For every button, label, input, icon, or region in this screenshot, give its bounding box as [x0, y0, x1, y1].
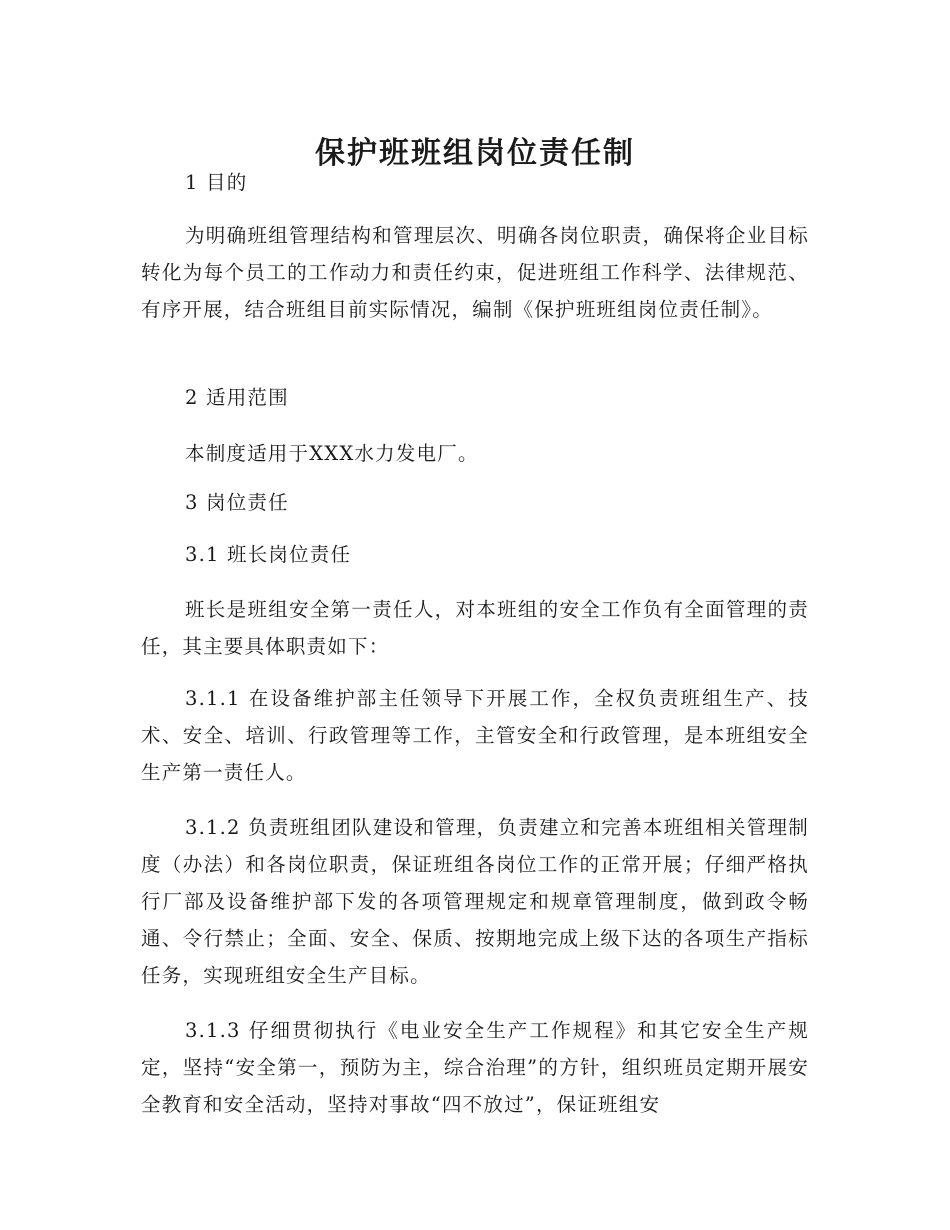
paragraph-scope: 本制度适用于XXX水力发电厂。: [185, 442, 479, 465]
paragraph-3-1-2: 3.1.2 负责班组团队建设和管理，负责建立和完善本班组相关管理制度（办法）和各岗位职责，保证班组各岗位工作的正常开展；仔细严格执行厂部及设备维护部下发的各项管理规定和规章管理制度，做到政令畅通、令行禁止；全面、安全、保质、按期地完成上级下达的各项生产指标任务，实现班组安全生产目标。: [141, 816, 809, 987]
section-heading-purpose: 1 目的: [185, 171, 248, 194]
section-heading-leader-duties: 3.1 班长岗位责任: [185, 543, 352, 566]
paragraph-purpose: 为明确班组管理结构和管理层次、明确各岗位职责，确保将企业目标转化为每个员工的工作动力和责任约束，促进班组工作科学、法律规范、有序开展，结合班组目前实际情况，编制《保护班班组岗位责任制》。: [141, 224, 809, 321]
document-title: 保护班班组岗位责任制: [315, 136, 635, 172]
paragraph-leader-intro: 班长是班组安全第一责任人，对本班组的安全工作负有全面管理的责任，其主要具体职责如下：: [141, 598, 809, 658]
paragraph-3-1-1: 3.1.1 在设备维护部主任领导下开展工作，全权负责班组生产、技术、安全、培训、行政管理等工作，主管安全和行政管理，是本班组安全生产第一责任人。: [141, 687, 809, 784]
section-heading-duties: 3 岗位责任: [185, 491, 289, 514]
paragraph-3-1-3: 3.1.3 仔细贯彻执行《电业安全生产工作规程》和其它安全生产规定，坚持“安全第一，预防为主，综合治理”的方针，组织班员定期开展安全教育和安全活动，坚持对事故“四不放过”，保证班组安: [141, 1019, 809, 1116]
section-heading-scope: 2 适用范围: [185, 386, 289, 409]
